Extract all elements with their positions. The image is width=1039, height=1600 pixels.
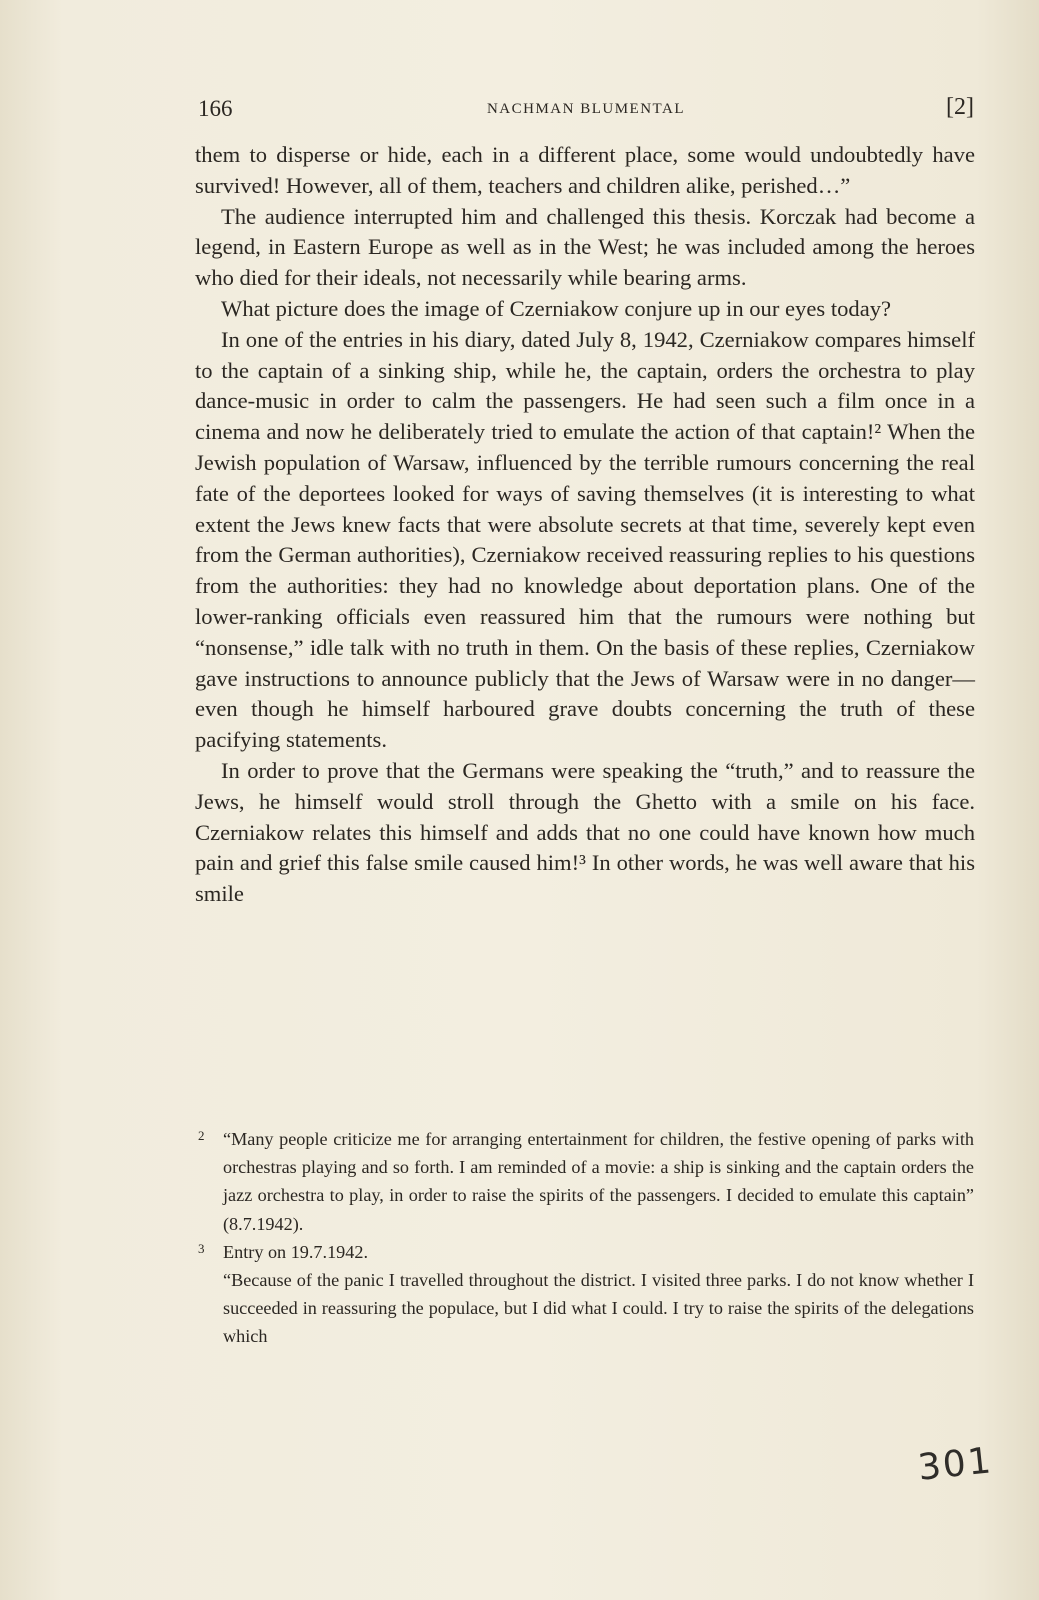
page-number: 166 <box>198 96 233 121</box>
paragraph: What picture does the image of Czerniakow conjure up in our eyes today? <box>221 295 892 321</box>
paragraph: The audience interrupted him and challenged this thesis. Korczak had become a legend, in Eastern Europe as well as in the West; he was included among the heroes who died for their ideals, not necessarily while bearing arms. <box>195 203 975 291</box>
handwritten-page-number: 301 <box>916 1440 995 1489</box>
section-marker: [2] <box>946 94 974 120</box>
paragraph: In one of the entries in his diary, dated July 8, 1942, Czerniakow compares himself to the captain of a sinking ship, while he, the captain, orders the orchestra to play dance-music in order to calm the passengers. He had seen such a film once in a cinema and now he deliberately tried to emulate the action of that captain!² When the Jewish population of Warsaw, influenced by the terrible rumours concerning the real fate of the deportees looked for ways of saving themselves (it is interesting to what extent the Jews knew facts that were absolute secrets at that time, severely kept even from the German authorities), Czerniakow received reassuring replies to his questions from the authorities: they had no knowledge about deportation plans. One of the lower-ranking officials even reassured him that the rumours were nothing but “nonsense,” idle talk with no truth in them. On the basis of these replies, Czerniakow gave instructions to announce publicly that the Jews of Warsaw were in no danger—even though he himself harboured grave doubts concerning the truth of these pacifying statements. <box>195 326 975 753</box>
paragraph: In order to prove that the Germans were speaking the “truth,” and to reassure the Jews, he himself would stroll through the Ghetto with a smile on his face. Czerniakow relates this himself and adds that no one could have known how much pain and grief this false smile caused him!³ In other words, he was well aware that his smile <box>195 757 975 907</box>
running-head: NACHMAN BLUMENTAL <box>486 101 686 117</box>
paragraph: them to disperse or hide, each in a different place, some would undoubtedly have survived! However, all of them, teachers and children alike, perished…” <box>195 142 975 198</box>
footnote-marker: 3 <box>198 1240 205 1256</box>
page-header <box>198 96 974 130</box>
footnote-marker: 2 <box>198 1128 205 1143</box>
footnote-text: “Because of the panic I travelled throughout the district. I visited three parks. I do not know whether I succeeded in reassuring the populace, but I did what I could. I try to raise the spirits of the delegations which <box>223 1270 974 1347</box>
footnote-3 <box>198 1238 974 1266</box>
footnote-2 <box>198 1125 974 1238</box>
body-text <box>195 140 975 910</box>
footnote-text: “Many people criticize me for arranging entertainment for children, the festive opening of parks with orchestras playing and so forth. I am reminded of a movie: a ship is sinking and the captain orders the jazz orchestra to play, in order to raise the spirits of the passengers. I decided to emulate this captain” (8.7.1942). <box>223 1129 974 1234</box>
footnotes <box>198 1125 974 1351</box>
footnote-entry: Entry on 19.7.1942. <box>223 1241 368 1262</box>
